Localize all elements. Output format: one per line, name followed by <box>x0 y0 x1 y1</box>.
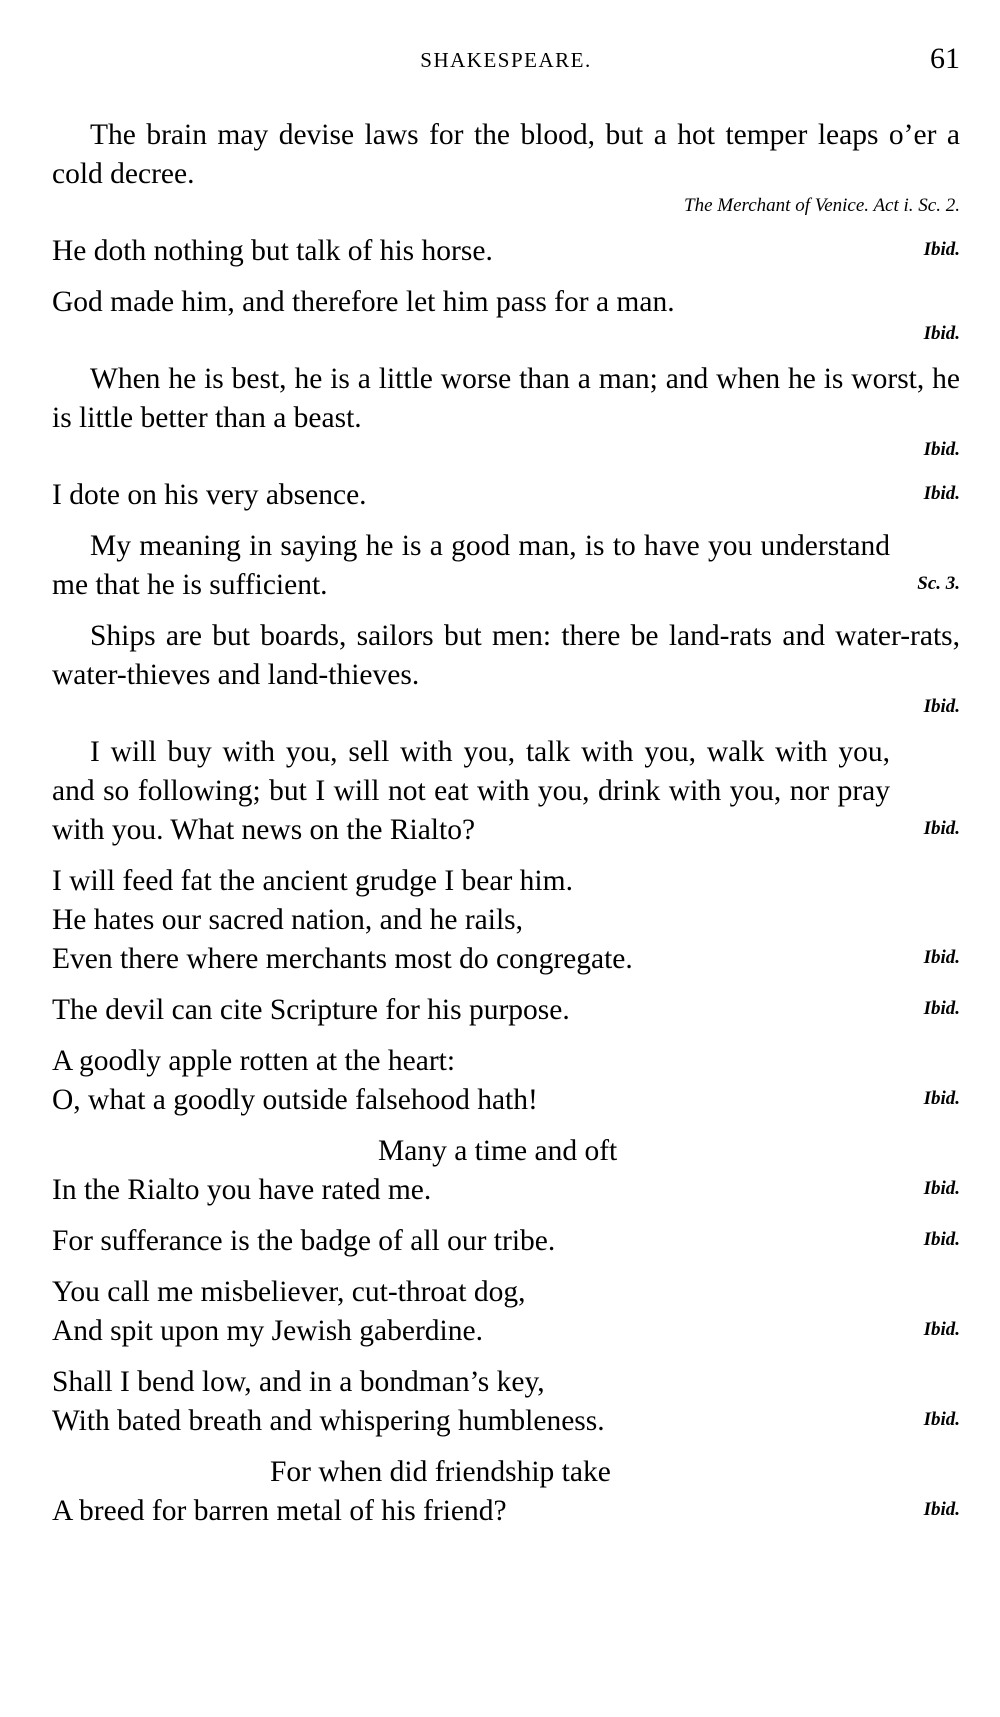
verse-line: With bated breath and whispering humbleness. <box>52 1405 605 1437</box>
running-head: SHAKESPEARE. <box>420 48 592 72</box>
verse-line: Even there where merchants most do congregate. <box>52 943 633 975</box>
quote-4 <box>52 360 960 464</box>
verse-line: I will feed fat the ancient grudge I bear him. <box>52 865 573 897</box>
quote-12 <box>52 1132 960 1210</box>
verse-line: Shall I bend low, and in a bondman’s key, <box>52 1366 545 1398</box>
verse-line: O, what a goodly outside falsehood hath! <box>52 1084 538 1116</box>
quote-text: The brain may devise laws for the blood, but a hot temper leaps o’er a cold decree. <box>52 119 960 190</box>
quote-citation: Ibid. <box>923 1178 960 1199</box>
verse-line: He hates our sacred nation, and he rails, <box>52 904 524 936</box>
quote-citation: Ibid. <box>923 1229 960 1250</box>
quote-citation: The Merchant of Venice. Act i. Sc. 2. <box>684 195 960 216</box>
quote-citation: Ibid. <box>923 323 960 344</box>
quote-citation: Ibid. <box>923 239 960 260</box>
quote-14 <box>52 1273 960 1351</box>
verse-line: Many a time and oft <box>378 1135 618 1167</box>
quote-3 <box>52 283 960 348</box>
quote-10 <box>52 991 960 1030</box>
quotation-list <box>52 116 960 1543</box>
quote-citation: Sc. 3. <box>917 573 960 594</box>
quote-citation: Ibid. <box>923 1088 960 1109</box>
verse-line: A breed for barren metal of his friend? <box>52 1495 507 1527</box>
verse-line: And spit upon my Jewish gaberdine. <box>52 1315 483 1347</box>
verse-line: For when did friendship take <box>270 1456 611 1488</box>
quote-citation: Ibid. <box>923 1319 960 1340</box>
quote-text: My meaning in saying he is a good man, is to have you understand me that he is sufficient. <box>52 530 890 601</box>
quote-15 <box>52 1363 960 1441</box>
quote-6 <box>52 527 960 605</box>
quote-text: I will buy with you, sell with you, talk with you, walk with you, and so following; but I will not eat with you, drink with you, nor pray with you. What news on the Rialto? <box>52 736 890 846</box>
verse-line: A goodly apple rotten at the heart: <box>52 1045 456 1077</box>
quote-citation: Ibid. <box>923 998 960 1019</box>
quote-5 <box>52 476 960 515</box>
quote-text: When he is best, he is a little worse than a man; and when he is worst, he is little better than a beast. <box>52 363 960 434</box>
quote-text: I dote on his very absence. <box>52 479 367 511</box>
quote-citation: Ibid. <box>923 1409 960 1430</box>
verse-line: You call me misbeliever, cut-throat dog, <box>52 1276 526 1308</box>
quote-citation: Ibid. <box>923 439 960 460</box>
quote-2 <box>52 232 960 271</box>
page-header <box>52 42 960 82</box>
quote-9 <box>52 862 960 979</box>
page-number: 61 <box>930 42 960 75</box>
quote-citation: Ibid. <box>923 947 960 968</box>
quote-text: He doth nothing but talk of his horse. <box>52 235 493 267</box>
quote-citation: Ibid. <box>923 818 960 839</box>
quote-citation: Ibid. <box>923 483 960 504</box>
quote-text: The devil can cite Scripture for his purpose. <box>52 994 570 1026</box>
quote-13 <box>52 1222 960 1261</box>
verse-line: In the Rialto you have rated me. <box>52 1174 432 1206</box>
quote-16 <box>52 1453 960 1531</box>
quote-8 <box>52 733 960 850</box>
quote-citation: Ibid. <box>923 696 960 717</box>
quote-11 <box>52 1042 960 1120</box>
quote-citation: Ibid. <box>923 1499 960 1520</box>
quote-text: For sufferance is the badge of all our tribe. <box>52 1225 556 1257</box>
quote-text: God made him, and therefore let him pass for a man. <box>52 286 675 318</box>
quote-1 <box>52 116 960 220</box>
quote-text: Ships are but boards, sailors but men: there be land-rats and water-rats, water-thieves and land-thieves. <box>52 620 960 691</box>
quote-7 <box>52 617 960 721</box>
